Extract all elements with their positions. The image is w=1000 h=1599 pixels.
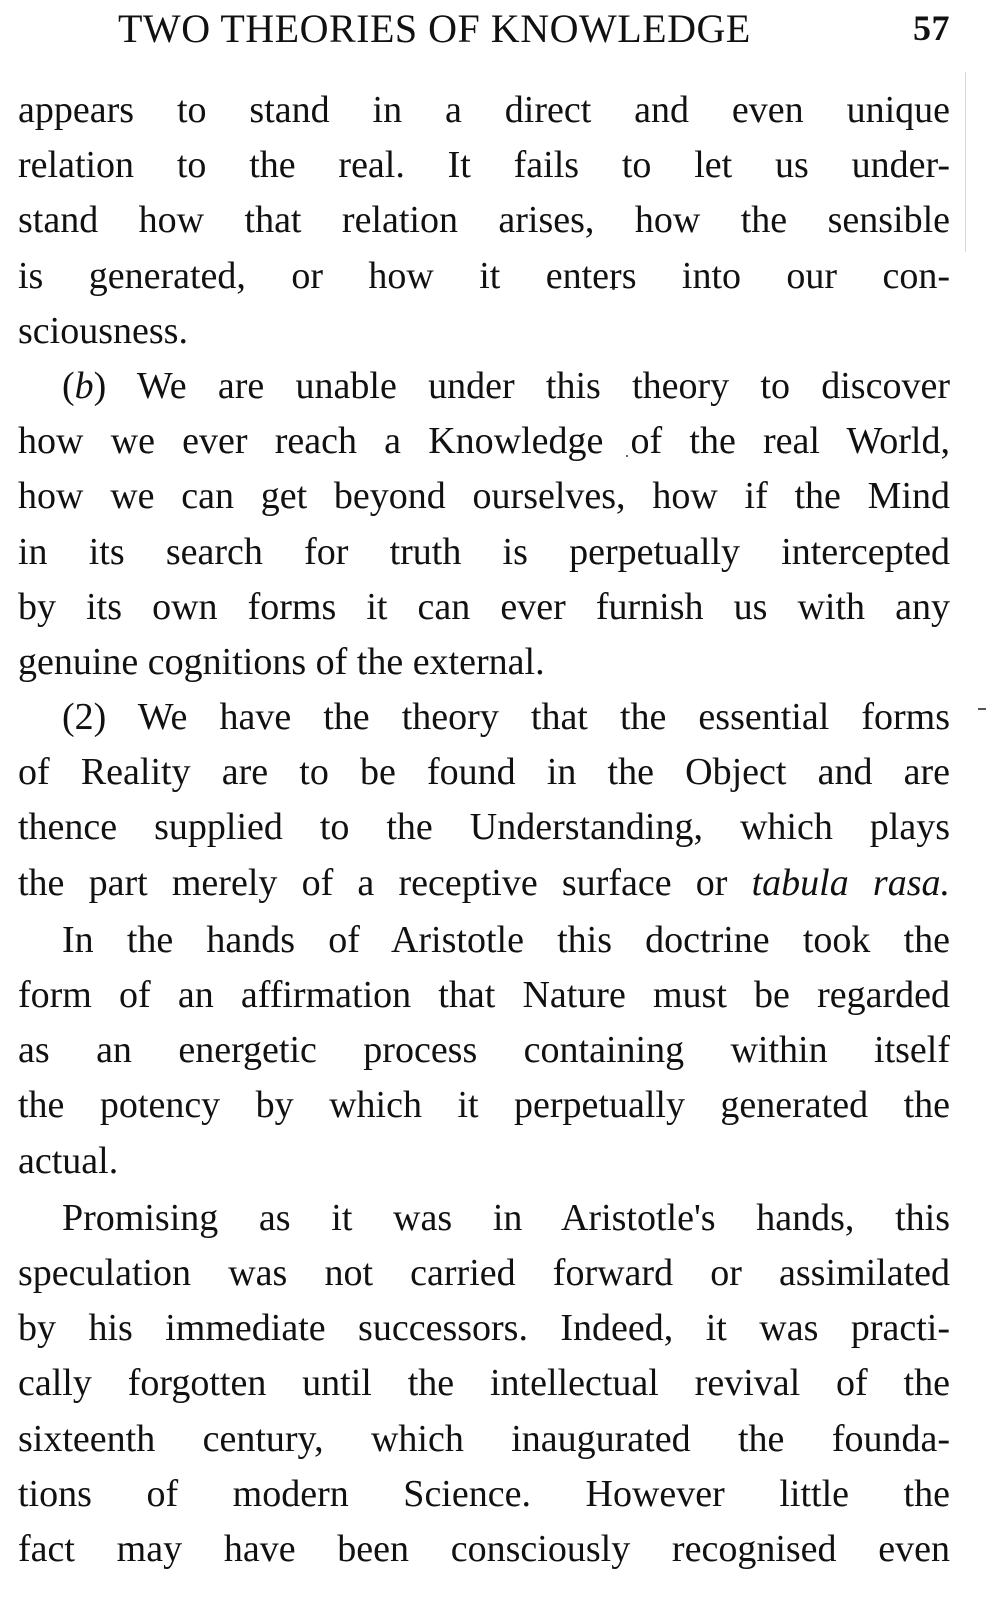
tabula-line-prefix: the part merely of a receptive surface or <box>18 861 752 904</box>
text-line: how we can get beyond ourselves, how if the Mind <box>18 475 950 518</box>
text-line: how we ever reach a Knowledge of the real World, <box>18 420 950 463</box>
text-line: is generated, or how it enters into our con- <box>18 254 950 297</box>
text-line: as an energetic process containing within itself <box>18 1029 950 1072</box>
scan-shadow <box>965 72 966 252</box>
running-head <box>118 2 950 54</box>
text-line: fact may have been consciously recognised even <box>18 1527 950 1570</box>
text-line-tabula <box>18 856 950 911</box>
text-line: actual. <box>18 1139 119 1182</box>
text-line-b: (b) We are unable under this theory to discover <box>62 364 950 407</box>
text-line: form of an affirmation that Nature must be regarded <box>18 974 950 1016</box>
text-line: thence supplied to the Understanding, which plays <box>18 806 950 849</box>
text-line: relation to the real. It fails to let us under- <box>18 144 950 187</box>
text-line: by his immediate successors. Indeed, it was practi- <box>18 1307 950 1350</box>
text-line: tions of modern Science. However little the <box>18 1472 950 1515</box>
italic-phrase: tabula rasa. <box>751 861 950 904</box>
scan-mark <box>978 708 986 710</box>
text-line: sixteenth century, which inaugurated the founda- <box>18 1417 950 1460</box>
text-line: sciousness. <box>18 309 188 352</box>
text-line: In the hands of Aristotle this doctrine took the <box>62 918 950 961</box>
text-line: cally forgotten until the intellectual revival of the <box>18 1362 950 1405</box>
running-title: TWO THEORIES OF KNOWLEDGE <box>118 5 751 51</box>
text-line: genuine cognitions of the external. <box>18 640 545 683</box>
text-line: appears to stand in a direct and even unique <box>18 89 950 131</box>
text-line: (2) We have the theory that the essential forms <box>62 696 950 739</box>
text-line: of Reality are to be found in the Object and are <box>18 751 950 794</box>
text-line: Promising as it was in Aristotle's hands, this <box>62 1196 950 1239</box>
italic-letter: b <box>74 364 94 407</box>
text-line: in its search for truth is perpetually intercepted <box>18 530 950 573</box>
body-text <box>18 83 950 1577</box>
text-line: by its own forms it can ever furnish us with any <box>18 585 950 628</box>
text-line: the potency by which it perpetually generated the <box>18 1084 950 1127</box>
text-line: stand how that relation arises, how the sensible <box>18 199 950 242</box>
text-line: speculation was not carried forward or assimilated <box>18 1251 950 1294</box>
page-number: 57 <box>913 8 950 48</box>
